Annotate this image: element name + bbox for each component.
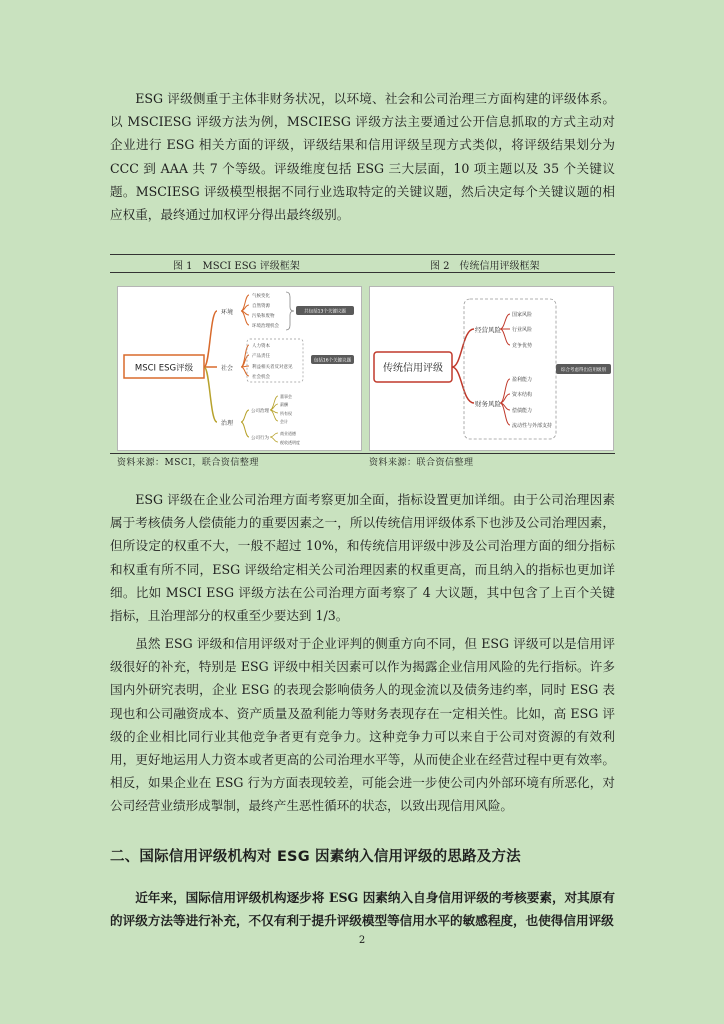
op-item: 竞争优势 xyxy=(512,343,533,349)
page-number: 2 xyxy=(358,935,366,946)
figure-top-rule xyxy=(110,254,615,255)
soc-item: 利益相关者反对意见 xyxy=(252,365,293,370)
soc-item: 人力资本 xyxy=(252,344,270,349)
op-item: 行业风险 xyxy=(512,327,533,333)
figure-2-diagram xyxy=(370,287,613,450)
branch-env: 环境 xyxy=(221,309,234,316)
gov-item: 薪酬 xyxy=(280,402,288,407)
figure-1-msci-framework xyxy=(117,286,362,451)
figure-2-source: 资料来源：联合资信整理 xyxy=(369,458,474,468)
paragraph-governance-comparison: ESG 评级在企业公司治理方面考察更加全面，指标设置更加详细。由于公司治理因素属于考核债务人偿债能力的重要因素之一，所以传统信用评级体系下也涉及公司治理因素，但所设定的权重不大，一般不超过 10%，和传统信用评级中涉及公司治理方面的细分指标和权重有所不同，ESG 评级给定相关公司治理因素的权重更高，而且纳入的指标也更加详细。比如 MSCI ESG 评级方法在公司治理方面考察了 4 大议题，其中包含了上百个关键指标，且治理部分的权重至少要达到 1/3。 xyxy=(110,492,615,624)
section-heading: 二、国际信用评级机构对 ESG 因素纳入信用评级的思路及方法 xyxy=(110,849,521,865)
gov-sub: 公司行为 xyxy=(251,436,269,441)
env-item: 污染和废物 xyxy=(252,314,275,319)
result-text: 综合考虑得出信用级别 xyxy=(561,368,606,373)
gov-item: 商业道德 xyxy=(280,431,296,436)
gov-sub: 公司治理 xyxy=(251,409,269,414)
fin-item: 资本结构 xyxy=(512,392,533,398)
gov-item: 所有权 xyxy=(280,411,292,416)
figure-title-rule xyxy=(110,272,615,273)
branch-line-env xyxy=(204,311,217,367)
env-item: 环境治理机会 xyxy=(252,324,279,329)
root-node: 传统信用评级 xyxy=(383,363,443,374)
fin-item: 流动性与外部支持 xyxy=(512,423,553,429)
fin-item: 盈利能力 xyxy=(512,377,533,383)
figure-1-source: 资料来源：MSCI，联合资信整理 xyxy=(117,458,259,468)
env-item: 气候变化 xyxy=(252,294,270,299)
gov-item: 税收透明度 xyxy=(280,440,300,445)
branch-operation: 经营风险 xyxy=(475,326,501,334)
figure-2-title: 图 2 传统信用评级框架 xyxy=(430,261,540,272)
gov-item: 董事会 xyxy=(280,394,292,399)
soc-summary: 包括16个关键议题 xyxy=(313,358,352,364)
soc-item: 社会机会 xyxy=(252,375,270,380)
soc-item: 产品责任 xyxy=(252,354,270,359)
branch-finance: 财务风险 xyxy=(475,400,501,408)
figure-2-credit-framework xyxy=(369,286,614,451)
op-item: 国家风险 xyxy=(512,312,533,318)
paragraph-international-agencies: 近年来，国际信用评级机构逐步将 ESG 因素纳入自身信用评级的考核要素，对其原有的评级方法等进行补充，不仅有利于提升评级模型等信用水平的敏感程度，也使得信用评级 xyxy=(110,890,615,929)
branch-line-gov xyxy=(204,367,217,422)
figure-1-title: 图 1 MSCI ESG 评级框架 xyxy=(173,261,300,272)
paragraph-esg-supplement: 虽然 ESG 评级和信用评级对于企业评判的侧重方向不同，但 ESG 评级可以是信用评级很好的补充，特别是 ESG 评级中相关因素可以作为揭露企业信用风险的先行指标。许多国内外研究表明，企业 ESG 的表现会影响债务人的现金流以及债务违约率，同时 ESG 表现也和公司融资成本、资产质量及盈利能力等财务表现存在一定相关性。比如，高 ESG 评级的企业相比同行业其他竞争者更有竞争力。这种竞争力可以来自于公司对资源的有效利用，更好地运用人力资本或者更高的公司治理水平等，从而使企业在经营过程中更有效率。相反，如果企业在 ESG 行为方面表现较差，可能会进一步使公司内外部环境有所恶化，对公司经营业绩形成掣制，最终产生恶性循环的状态，以致出现信用风险。 xyxy=(110,636,615,814)
branch-soc: 社会 xyxy=(221,365,234,372)
figure-1-diagram xyxy=(118,287,361,450)
paragraph-esg-rating-intro: ESG 评级侧重于主体非财务状况，以环境、社会和公司治理三方面构建的评级体系。以 MSCIESG 评级方法为例，MSCIESG 评级方法主要通过公开信息抓取的方式主动对企业进行 ESG 相关方面的评级，评级结果和信用评级呈现方式类似，将评级结果划分为 CCC 到 AAA 共 7 个等级。评级维度包括 ESG 三大层面，10 项主题以及 35 个关键议题。MSCIESG 评级模型根据不同行业选取特定的关键议题，然后决定每个关键议题的相应权重，最终通过加权评分得出最终级别。 xyxy=(110,91,615,223)
gov-item: 会计 xyxy=(280,419,288,424)
branch-gov: 治理 xyxy=(221,420,234,427)
fin-item: 偿债能力 xyxy=(512,408,533,414)
figure-bottom-rule xyxy=(110,453,615,454)
env-item: 自然资源 xyxy=(252,304,270,309)
root-node: MSCI ESG评级 xyxy=(134,363,194,374)
env-summary: 共包括13个关键议题 xyxy=(304,309,346,315)
